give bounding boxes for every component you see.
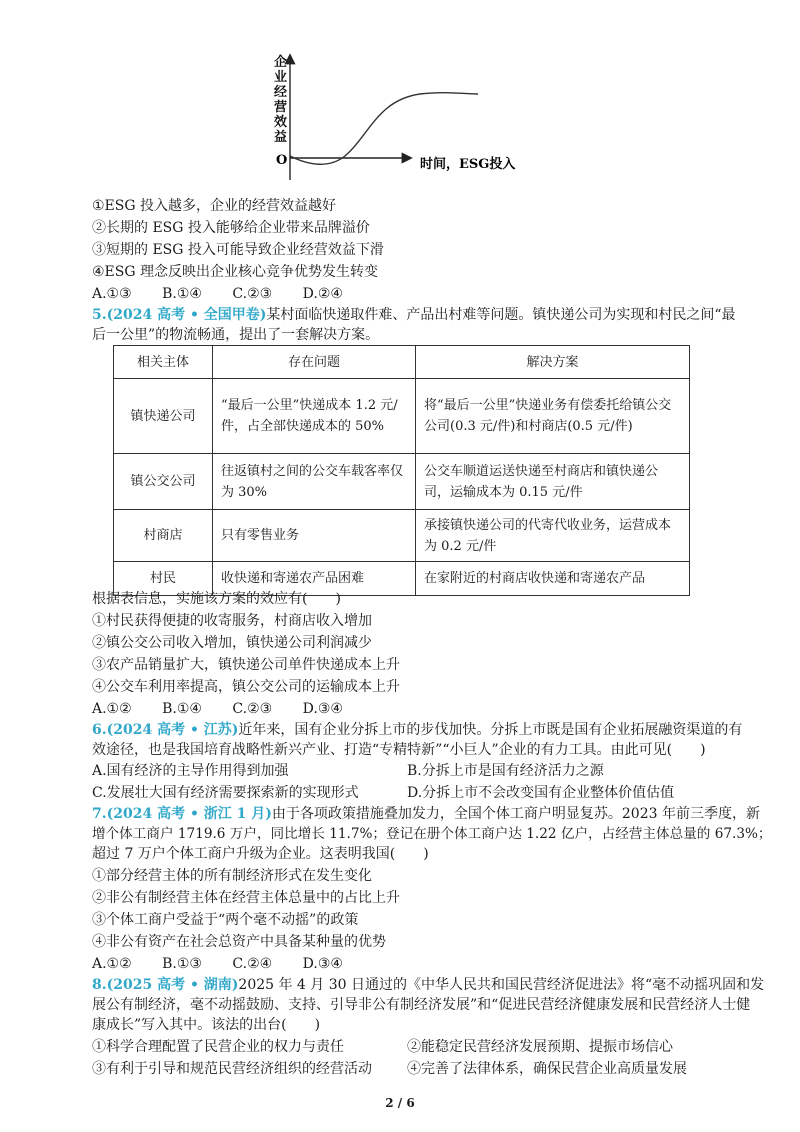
q5-option-1: ①村民获得便捷的收寄服务，村商店收入增加 bbox=[92, 613, 372, 629]
q7-source: 7.(2024 高考 • 浙江 1 月) bbox=[92, 806, 272, 822]
q6-choices-row2 bbox=[92, 782, 722, 804]
q8-option-2: ②能稳定民营经济发展预期、提振市场信心 bbox=[407, 1039, 673, 1055]
q4-option-4: ④ESG 理念反映出企业核心竞争优势发生转变 bbox=[92, 264, 378, 280]
table-header-row bbox=[114, 346, 690, 379]
q8-stem-line3: 康成长”写入其中。该法的出台( ) bbox=[92, 1017, 321, 1033]
q5-choice-b[interactable]: B.①④ bbox=[162, 701, 202, 717]
q7-choices bbox=[92, 953, 369, 975]
table-cell-subject: 镇公交公司 bbox=[114, 454, 213, 510]
q6-stem-line1 bbox=[92, 719, 742, 741]
q8-source: 8.(2025 高考 • 湖南) bbox=[92, 977, 239, 993]
q5-option-4: ④公交车利用率提高，镇公交公司的运输成本上升 bbox=[92, 679, 400, 695]
q8-options-row1 bbox=[92, 1036, 722, 1058]
ylabel-char: 益 bbox=[274, 130, 288, 145]
ylabel-char: 营 bbox=[274, 100, 288, 115]
table-row bbox=[114, 379, 690, 454]
q5-option-3: ③农产品销量扩大，镇快递公司单件快递成本上升 bbox=[92, 657, 400, 673]
q7-choice-c[interactable]: C.②④ bbox=[232, 956, 273, 972]
q5-stem-text: 某村面临快递取件难、产品出村难等问题。镇快递公司为实现和村民之间“最 bbox=[266, 307, 736, 323]
table-header: 相关主体 bbox=[114, 346, 213, 379]
q7-option-3: ③个体工商户受益于“两个毫不动摇”的政策 bbox=[92, 912, 359, 928]
q6-stem-line2: 效途径，也是我国培育战略性新兴产业、打造“专精特新”“小巨人”企业的有力工具。由此可见( ) bbox=[92, 742, 706, 758]
q6-choices-row1 bbox=[92, 760, 722, 782]
q6-source: 6.(2024 高考 • 江苏) bbox=[92, 722, 239, 738]
q7-stem-text: 由于各项政策措施叠加发力，全国个体工商户明显复苏。2023 年前三季度，新 bbox=[271, 806, 760, 822]
q7-option-1: ①部分经营主体的所有制经济形式在发生变化 bbox=[92, 868, 372, 884]
q8-options-row2 bbox=[92, 1058, 722, 1080]
q4-option-1: ①ESG 投入越多，企业的经营效益越好 bbox=[92, 198, 336, 214]
q4-option-3: ③短期的 ESG 投入可能导致企业经营效益下滑 bbox=[92, 242, 384, 258]
origin-label: O bbox=[276, 153, 288, 168]
q5-table bbox=[113, 345, 690, 596]
esg-benefit-figure bbox=[260, 48, 540, 188]
table-cell-solution: 将“最后一公里”快递业务有偿委托给镇公交公司(0.3 元/件)和村商店(0.5 元/件) bbox=[416, 379, 690, 454]
q4-choices bbox=[92, 283, 369, 305]
q8-option-1: ①科学合理配置了民营企业的权力与责任 bbox=[92, 1039, 344, 1055]
q8-option-3: ③有利于引导和规范民营经济组织的经营活动 bbox=[92, 1061, 372, 1077]
table-cell-subject: 镇快递公司 bbox=[114, 379, 213, 454]
q7-choice-a[interactable]: A.①② bbox=[92, 956, 132, 972]
q8-option-4: ④完善了法律体系，确保民营企业高质量发展 bbox=[407, 1061, 687, 1077]
q8-stem-line2: 展公有制经济，毫不动摇鼓励、支持、引导非公有制经济发展”和“促进民营经济健康发展和民营经济人士健 bbox=[92, 997, 751, 1013]
q5-choices bbox=[92, 698, 369, 720]
ylabel-char: 业 bbox=[274, 70, 288, 85]
q5-question: 根据表信息，实施该方案的效应有( ) bbox=[92, 591, 341, 607]
q7-stem-line2: 增个体工商户 1719.6 万户，同比增长 11.7%；登记在册个体工商户达 1.22 亿户，占经营主体总量的 67.3%； bbox=[92, 826, 772, 842]
q6-stem-text: 近年来，国有企业分拆上市的步伐加快。分拆上市既是国有企业拓展融资渠道的有 bbox=[238, 722, 743, 738]
table-cell-problem: “最后一公里”快递成本 1.2 元/件，占全部快递成本的 50% bbox=[213, 379, 416, 454]
q5-choice-a[interactable]: A.①② bbox=[92, 701, 132, 717]
table-header: 解决方案 bbox=[416, 346, 690, 379]
table-cell-problem: 往返镇村之间的公交车载客率仅为 30% bbox=[213, 454, 416, 510]
table-cell-problem: 只有零售业务 bbox=[213, 510, 416, 562]
q4-choice-a[interactable]: A.①③ bbox=[92, 286, 132, 302]
x-axis-label: 时间，ESG投入 bbox=[420, 157, 516, 172]
q7-stem-line1 bbox=[92, 803, 760, 825]
benefit-curve bbox=[290, 93, 478, 165]
q8-stem-line1 bbox=[92, 974, 764, 996]
table-cell-solution: 承接镇快递公司的代寄代收业务，运营成本为 0.2 元/件 bbox=[416, 510, 690, 562]
q5-source: 5.(2024 高考 • 全国甲卷) bbox=[92, 307, 267, 323]
q6-choice-a[interactable]: A.国有经济的主导作用得到加强 bbox=[92, 763, 289, 779]
table-row bbox=[114, 510, 690, 562]
q4-choice-b[interactable]: B.①④ bbox=[162, 286, 202, 302]
q5-option-2: ②镇公交公司收入增加，镇快递公司利润减少 bbox=[92, 635, 372, 651]
q6-choice-b[interactable]: B.分拆上市是国有经济活力之源 bbox=[407, 763, 604, 779]
q7-choice-b[interactable]: B.①③ bbox=[162, 956, 202, 972]
q7-option-2: ②非公有制经营主体在经营主体总量中的占比上升 bbox=[92, 890, 400, 906]
q8-stem-text: 2025 年 4 月 30 日通过的《中华人民共和国民营经济促进法》将“毫不动摇巩固和发 bbox=[238, 977, 765, 993]
q6-choice-d[interactable]: D.分拆上市不会改变国有企业整体价值估值 bbox=[407, 785, 675, 801]
q5-choice-d[interactable]: D.③④ bbox=[302, 701, 343, 717]
table-header: 存在问题 bbox=[213, 346, 416, 379]
page-number: 2 / 6 bbox=[385, 1096, 415, 1110]
table-cell-subject: 村商店 bbox=[114, 510, 213, 562]
q4-option-2: ②长期的 ESG 投入能够给企业带来品牌溢价 bbox=[92, 220, 370, 236]
q5-stem-line1 bbox=[92, 304, 736, 326]
q4-choice-d[interactable]: D.②④ bbox=[302, 286, 343, 302]
q7-option-4: ④非公有资产在社会总资产中具备某种量的优势 bbox=[92, 934, 386, 950]
q5-stem-line2: 后一公里”的物流畅通，提出了一套解决方案。 bbox=[92, 327, 380, 343]
table-cell-solution: 在家附近的村商店收快递和寄递农产品 bbox=[416, 562, 690, 596]
q5-choice-c[interactable]: C.②③ bbox=[232, 701, 273, 717]
table-row bbox=[114, 454, 690, 510]
table-cell-solution: 公交车顺道运送快递至村商店和镇快递公司，运输成本为 0.15 元/件 bbox=[416, 454, 690, 510]
q7-stem-line3: 超过 7 万户个体工商户升级为企业。这表明我国( ) bbox=[92, 846, 429, 862]
table-cell-subject: 村民 bbox=[114, 562, 213, 596]
table-cell-problem: 收快递和寄递农产品困难 bbox=[213, 562, 416, 596]
q4-choice-c[interactable]: C.②③ bbox=[232, 286, 273, 302]
ylabel-char: 效 bbox=[274, 115, 288, 130]
ylabel-char: 经 bbox=[274, 85, 288, 100]
q6-choice-c[interactable]: C.发展壮大国有经济需要探索新的实现形式 bbox=[92, 785, 359, 801]
y-axis-label bbox=[274, 54, 287, 145]
q7-choice-d[interactable]: D.③④ bbox=[302, 956, 343, 972]
ylabel-char: 企 bbox=[274, 55, 288, 70]
